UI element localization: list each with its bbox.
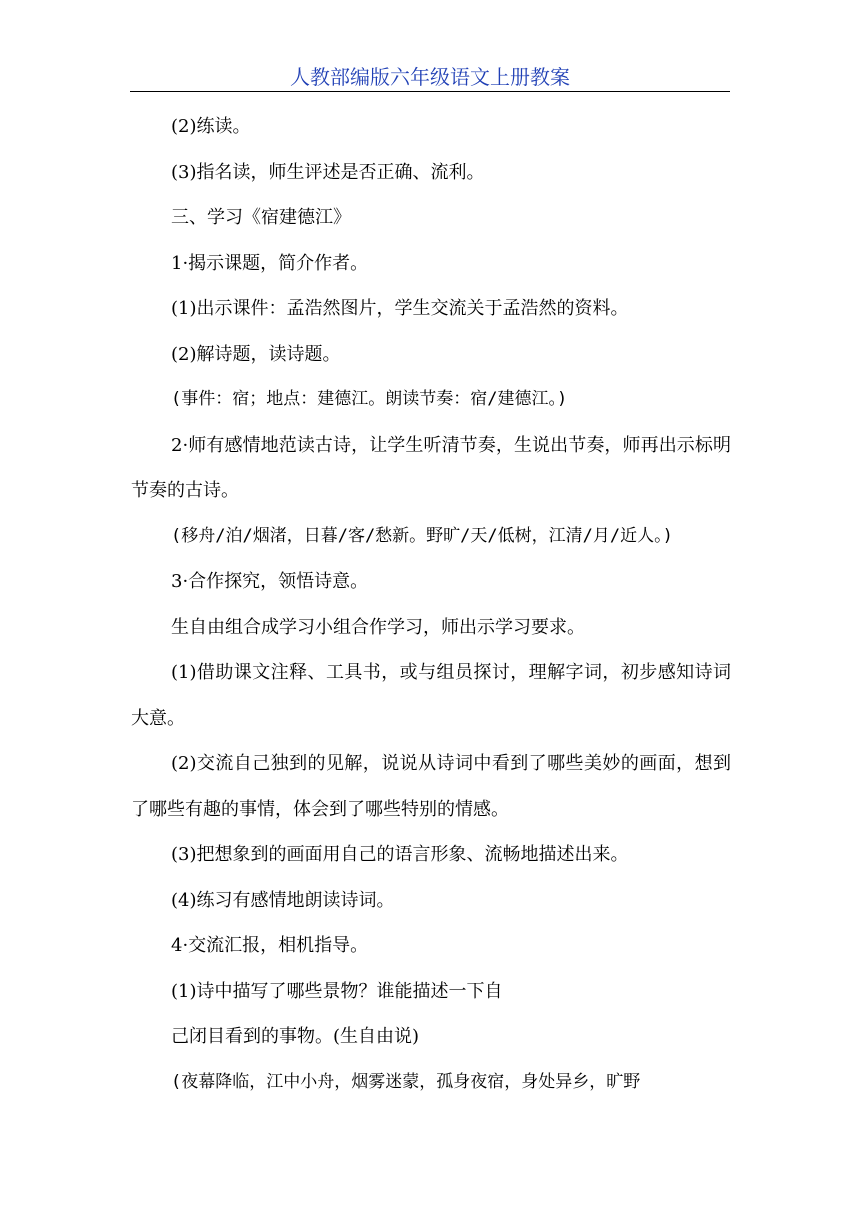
paragraph: (4)练习有感情地朗读诗词。 — [171, 889, 395, 911]
document-body — [131, 104, 731, 1105]
paragraph: (1)诗中描写了哪些景物？谁能描述一下自 — [171, 980, 503, 1002]
paragraph: (2)练读。 — [171, 116, 251, 137]
paragraph: (事件：宿；地点：建德江。朗读节奏：宿/建德江。) — [171, 389, 568, 409]
paragraph: (2)解诗题，读诗题。 — [171, 343, 341, 365]
paragraph: 3·合作探究，领悟诗意。 — [171, 571, 369, 592]
paragraph: 1·揭示课题，简介作者。 — [171, 252, 369, 274]
paragraph: (1)出示课件：孟浩然图片，学生交流关于孟浩然的资料。 — [171, 298, 629, 319]
paragraph: (2)交流自己独到的见解，说说从诗词中看到了哪些美妙的画面，想到了哪些有趣的事情，体会到了哪些特别的情感。 — [131, 753, 731, 820]
header-divider — [130, 91, 730, 92]
paragraph: (3)指名读，师生评述是否正确、流利。 — [171, 161, 485, 183]
paragraph: 2·师有感情地范读古诗，让学生听清节奏，生说出节奏，师再出示标明节奏的古诗。 — [131, 434, 731, 501]
paragraph: 己闭目看到的事物。(生自由说) — [171, 1026, 420, 1047]
paragraph: (1)借助课文注释、工具书，或与组员探讨，理解字词，初步感知诗词大意。 — [131, 662, 731, 729]
paragraph: (移舟/泊/烟渚，日暮/客/愁新。野旷/天/低树，江清/月/近人。) — [171, 525, 673, 546]
page-header-title: 人教部编版六年级语文上册教案 — [290, 65, 570, 89]
section-heading: 三、学习《宿建德江》 — [171, 207, 351, 228]
paragraph: 4·交流汇报，相机指导。 — [171, 935, 369, 956]
paragraph: (3)把想象到的画面用自己的语言形象、流畅地描述出来。 — [171, 844, 629, 865]
paragraph: 生自由组合成学习小组合作学习，师出示学习要求。 — [171, 616, 585, 638]
paragraph: (夜幕降临，江中小舟，烟雾迷蒙，孤身夜宿，身处异乡，旷野 — [171, 1071, 641, 1092]
